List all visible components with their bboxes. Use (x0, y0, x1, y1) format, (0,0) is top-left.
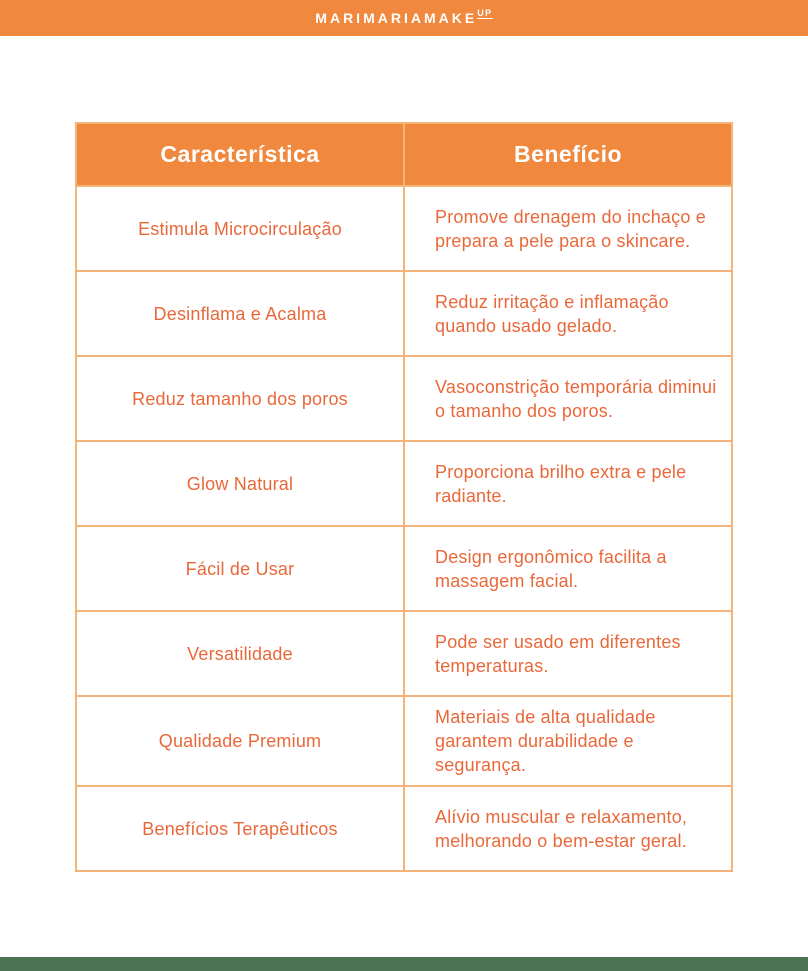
top-brand-bar (0, 0, 808, 36)
table-row (76, 271, 732, 356)
feature-cell: Benefícios Terapêuticos (76, 786, 404, 871)
feature-cell: Qualidade Premium (76, 696, 404, 786)
benefit-cell: Alívio muscular e relaxamento, melhorando o bem-estar geral. (404, 786, 732, 871)
table-row (76, 186, 732, 271)
bottom-accent-bar (0, 957, 808, 971)
table-row (76, 696, 732, 786)
table-row (76, 786, 732, 871)
feature-cell: Versatilidade (76, 611, 404, 696)
benefit-cell: Materiais de alta qualidade garantem durabilidade e segurança. (404, 696, 732, 786)
table-row (76, 441, 732, 526)
table-body (76, 186, 732, 871)
feature-cell: Estimula Microcirculação (76, 186, 404, 271)
feature-cell: Desinflama e Acalma (76, 271, 404, 356)
benefit-cell: Proporciona brilho extra e pele radiante. (404, 441, 732, 526)
column-header-caracteristica: Característica (76, 123, 404, 186)
feature-cell: Fácil de Usar (76, 526, 404, 611)
benefit-cell: Design ergonômico facilita a massagem facial. (404, 526, 732, 611)
table-row (76, 356, 732, 441)
brand-logo-sup: UP (477, 8, 493, 18)
column-header-beneficio: Benefício (404, 123, 732, 186)
table-row (76, 611, 732, 696)
feature-cell: Glow Natural (76, 441, 404, 526)
table-header-row (76, 123, 732, 186)
table-row (76, 526, 732, 611)
feature-benefit-table (75, 122, 733, 872)
benefit-cell: Reduz irritação e inflamação quando usado gelado. (404, 271, 732, 356)
brand-logo (315, 8, 493, 26)
benefit-cell: Vasoconstrição temporária diminui o tamanho dos poros. (404, 356, 732, 441)
benefit-cell: Pode ser usado em diferentes temperaturas. (404, 611, 732, 696)
brand-logo-text: MARIMARIAMAKE (315, 10, 478, 26)
benefit-cell: Promove drenagem do inchaço e prepara a pele para o skincare. (404, 186, 732, 271)
feature-cell: Reduz tamanho dos poros (76, 356, 404, 441)
